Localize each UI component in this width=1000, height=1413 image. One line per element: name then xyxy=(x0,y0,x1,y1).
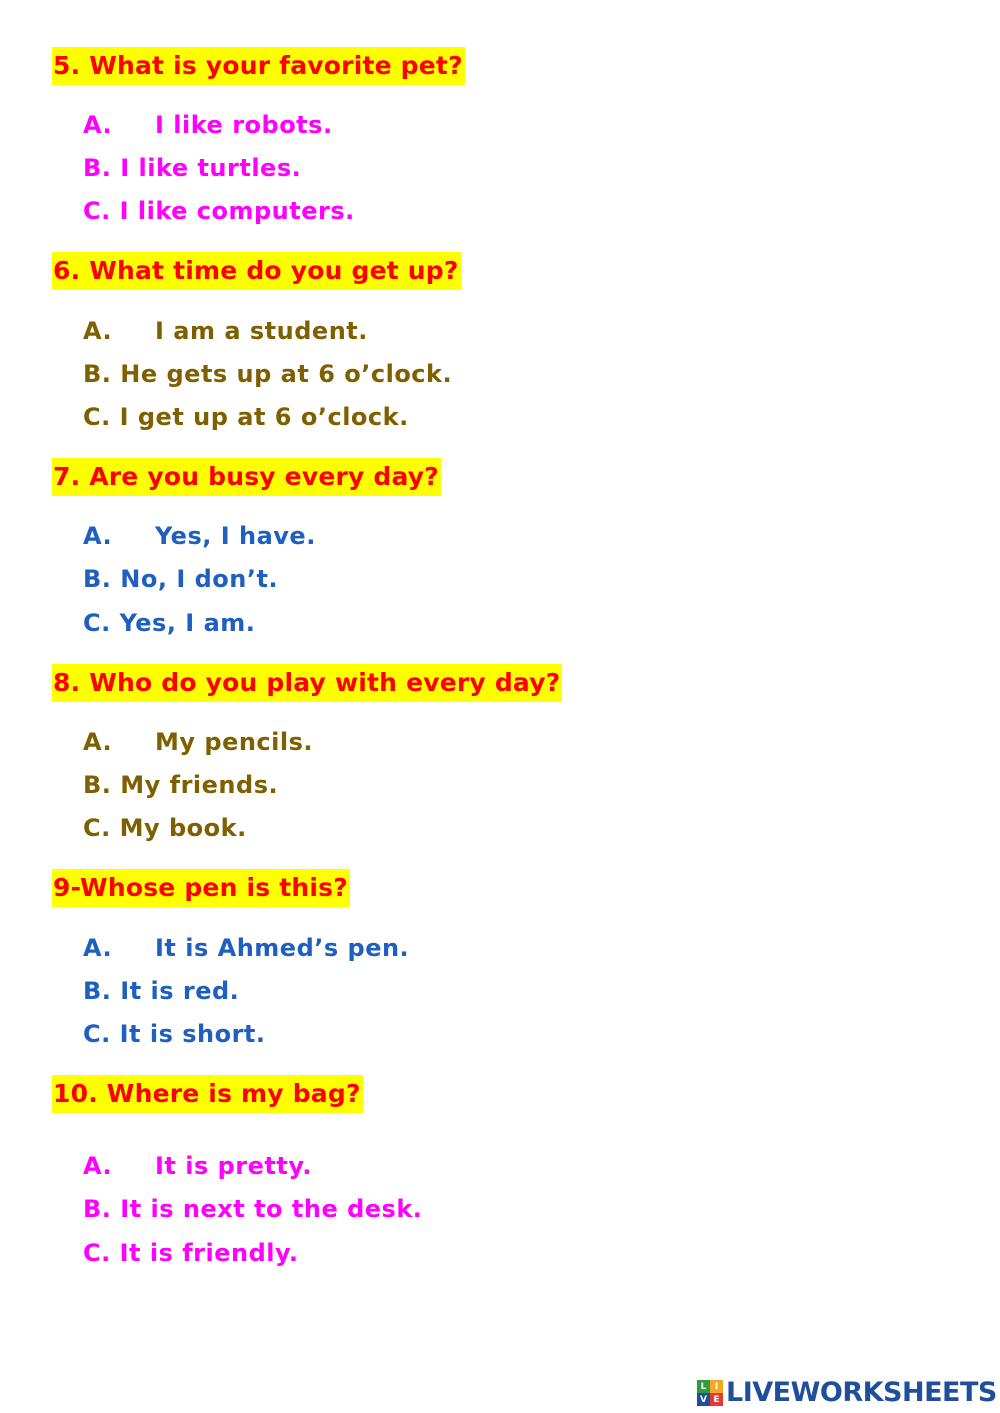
option-letter: A. xyxy=(83,317,113,345)
question-7-option-b[interactable]: B. No, I don’t. xyxy=(83,565,279,593)
option-text: It is Ahmed’s pen. xyxy=(155,934,410,962)
logo-icon-tile: I xyxy=(710,1380,723,1393)
question-5-option-b[interactable]: B. I like turtles. xyxy=(83,154,302,182)
question-7-option-a[interactable] xyxy=(83,521,316,551)
logo-icon-tile: V xyxy=(697,1393,710,1406)
question-6-option-b[interactable]: B. He gets up at 6 o’clock. xyxy=(83,360,453,388)
option-letter: A. xyxy=(83,111,113,139)
question-5-option-a[interactable] xyxy=(83,110,333,140)
logo-icon-tile: E xyxy=(710,1393,723,1406)
option-text: I like robots. xyxy=(155,111,333,139)
question-10-option-b[interactable]: B. It is next to the desk. xyxy=(83,1195,423,1223)
option-letter: A. xyxy=(83,728,113,756)
question-5-option-c[interactable]: C. I like computers. xyxy=(83,197,355,225)
question-8-option-a[interactable] xyxy=(83,727,313,757)
question-9: 9-Whose pen is this? xyxy=(52,869,350,907)
question-10-option-c[interactable]: C. It is friendly. xyxy=(83,1239,299,1267)
question-6-option-c[interactable]: C. I get up at 6 o’clock. xyxy=(83,403,409,431)
option-letter: A. xyxy=(83,1152,113,1180)
question-8-option-c[interactable]: C. My book. xyxy=(83,814,247,842)
question-7-option-c[interactable]: C. Yes, I am. xyxy=(83,609,256,637)
option-text: My pencils. xyxy=(155,728,314,756)
question-10: 10. Where is my bag? xyxy=(52,1075,363,1113)
question-6-option-a[interactable] xyxy=(83,316,368,346)
question-9-option-c[interactable]: C. It is short. xyxy=(83,1020,266,1048)
question-5: 5. What is your favorite pet? xyxy=(52,47,465,85)
question-8-option-b[interactable]: B. My friends. xyxy=(83,771,279,799)
liveworksheets-logo xyxy=(697,1376,997,1410)
question-6: 6. What time do you get up? xyxy=(52,252,461,290)
question-7: 7. Are you busy every day? xyxy=(52,458,441,496)
question-10-option-a[interactable] xyxy=(83,1151,312,1181)
liveworksheets-logo-text: LIVEWORKSHEETS xyxy=(726,1377,997,1408)
liveworksheets-logo-icon xyxy=(697,1380,723,1406)
logo-icon-tile: L xyxy=(697,1380,710,1393)
option-letter: A. xyxy=(83,934,113,962)
option-text: I am a student. xyxy=(155,317,368,345)
option-text: It is pretty. xyxy=(155,1152,312,1180)
question-8: 8. Who do you play with every day? xyxy=(52,664,562,702)
option-letter: A. xyxy=(83,522,113,550)
question-9-option-b[interactable]: B. It is red. xyxy=(83,977,240,1005)
option-text: Yes, I have. xyxy=(155,522,316,550)
question-9-option-a[interactable] xyxy=(83,933,409,963)
